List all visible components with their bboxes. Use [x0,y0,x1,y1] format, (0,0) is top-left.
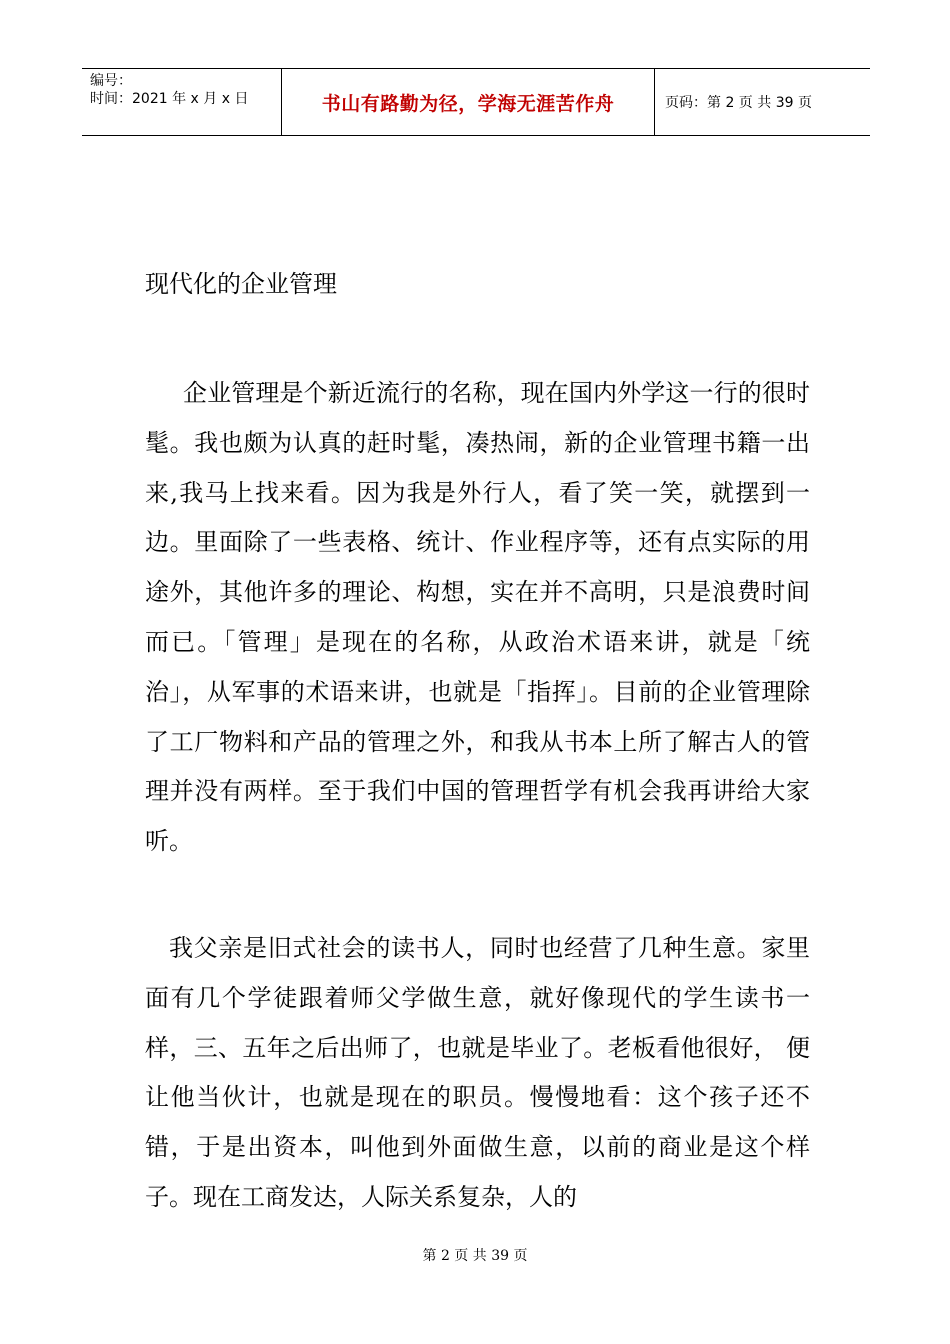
document-body [145,262,810,1223]
document-date-label: 时间：2021 年 x 月 x 日 [90,91,249,107]
paragraph: 我父亲是旧式社会的读书人，同时也经营了几种生意。家里面有几个学徒跟着师父学做生意，就好像现代的学生读书一样，三、五年之后出师了，也就是毕业了。老板看他很好， 便让他当伙计，也就是现在的职员。慢慢地看：这个孩子还不错，于是出资本，叫他到外面做生意，以前的商业是这个样子。现在工商发达，人际关系复杂，人的 [145,933,810,1211]
header-meta-cell [82,69,282,135]
header-motto: 书山有路勤为径，学海无涯苦作舟 [321,92,615,115]
document-title: 现代化的企业管理 [145,270,337,298]
header-page-info: 页码：第 2 页 共 39 页 [665,95,812,111]
paragraph: 企业管理是个新近流行的名称，现在国内外学这一行的很时髦。我也颇为认真的赶时髦，凑热闹，新的企业管理书籍一出来,我马上找来看。因为我是外行人，看了笑一笑，就摆到一边。里面除了一些表格、统计、作业程序等，还有点实际的用途外，其他许多的理论、构想，实在并不高明，只是浪费时间而已。「管理」是现在的名称，从政治术语来讲，就是「统治」，从军事的术语来讲，也就是「指挥」。目前的企业管理除了工厂物料和产品的管理之外，和我从书本上所了解古人的管理并没有两样。至于我们中国的管理哲学有机会我再讲给大家听。 [145,379,810,856]
document-number-label: 编号： [90,73,132,89]
header-page-cell [655,69,870,135]
page-footer: 第 2 页 共 39 页 [422,1248,528,1264]
header-table [82,68,870,136]
header-motto-cell [282,69,655,135]
